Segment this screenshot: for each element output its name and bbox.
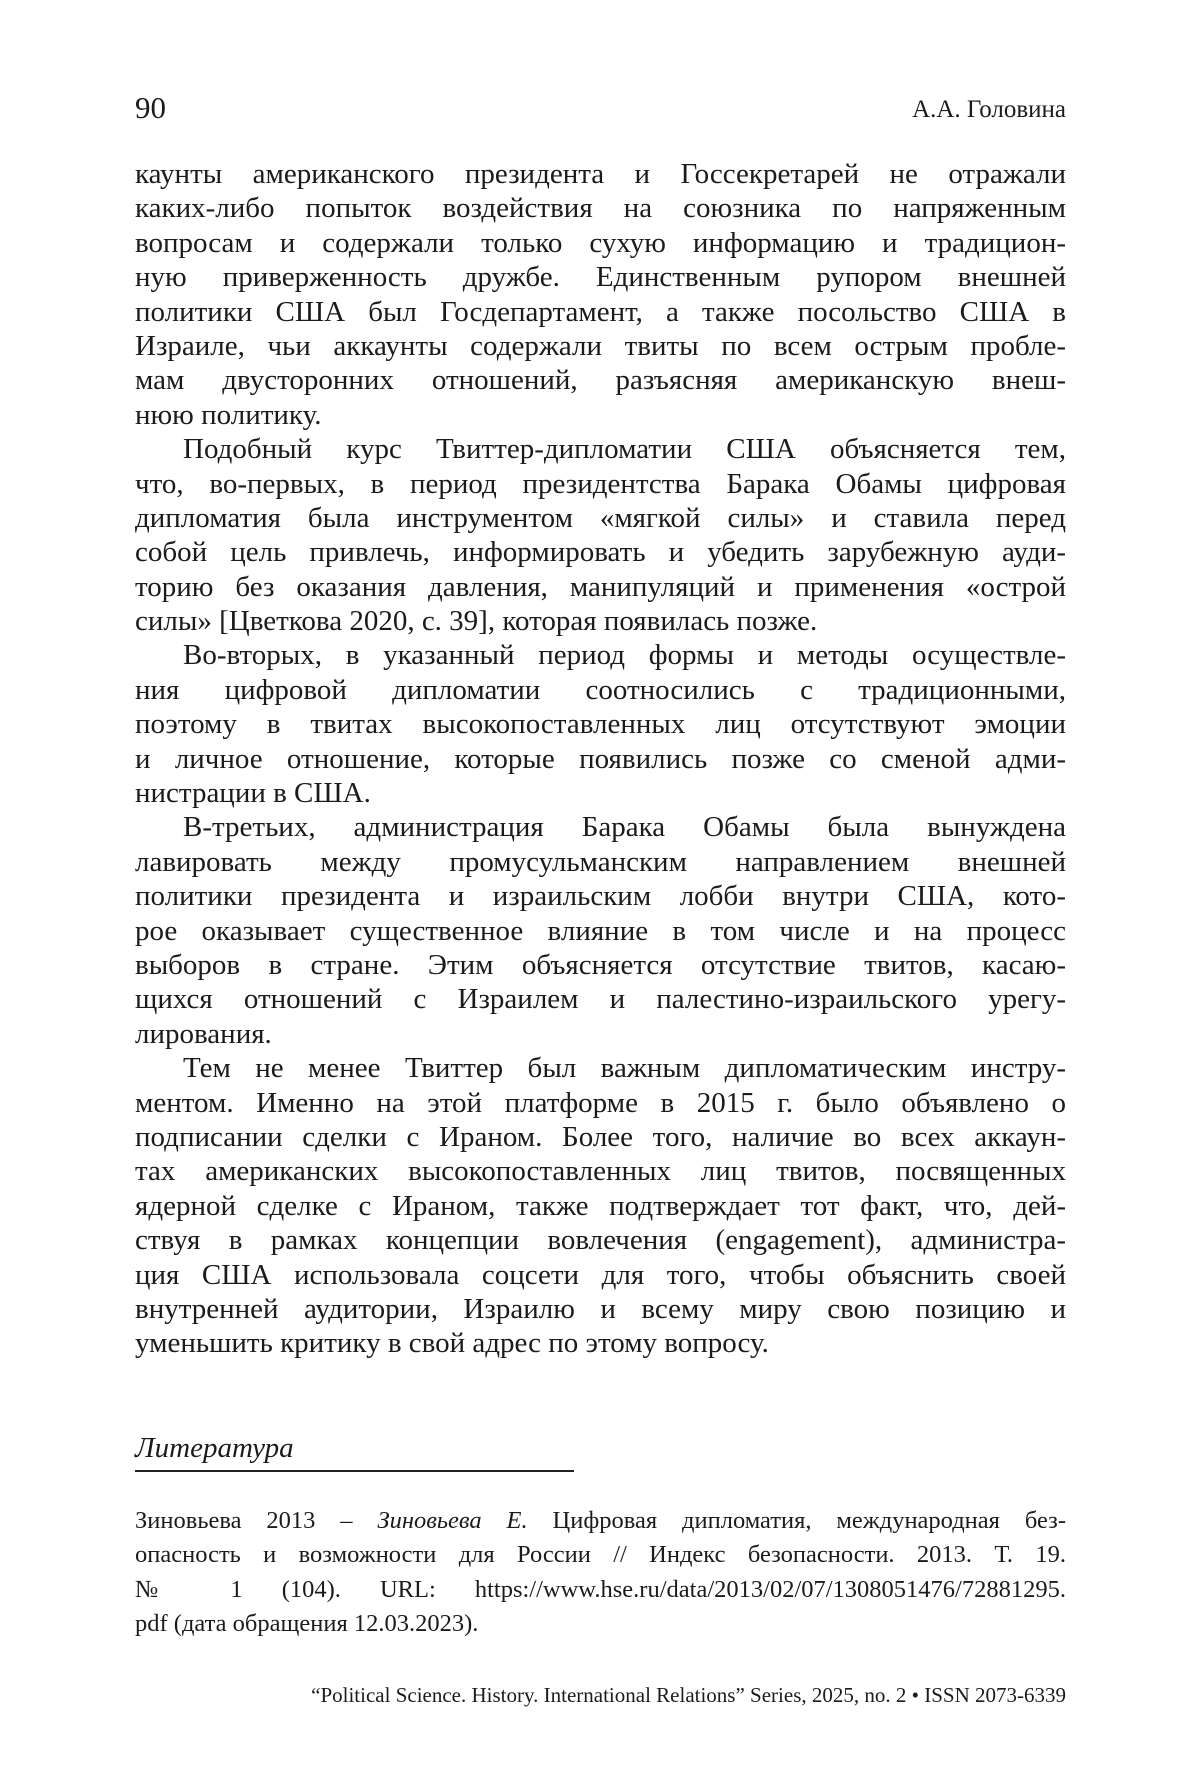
text-line: В-третьих, администрация Барака Обамы была вынуждена [183, 811, 1066, 844]
paragraph-5 [135, 1051, 1066, 1361]
text-line: Во-вторых, в указанный период формы и методы осуществле- [183, 639, 1066, 672]
text-line: каунты американского президента и Госсекретарей не отражали [135, 158, 1066, 190]
reference-line: № 1 (104). URL: https://www.hse.ru/data/2013/02/07/1308051476/72881295. [135, 1575, 1066, 1603]
text-line: что, во-первых, в период президентства Барака Обамы цифровая [135, 467, 1066, 500]
text-line: и личное отношение, которые появились позже со сменой адми- [135, 742, 1066, 775]
text-line: нистрации в США. [135, 777, 371, 810]
text-line: внутренней аудитории, Израилю и всему миру свою позицию и [135, 1292, 1066, 1325]
text-line: Подобный курс Твиттер-дипломатии США объясняется тем, [183, 433, 1066, 466]
text-line: ядерной сделке с Ираном, также подтверждает тот факт, что, дей- [135, 1189, 1066, 1222]
text-line: мам двусторонних отношений, разъясняя американскую внеш- [135, 364, 1066, 397]
text-line: щихся отношений с Израилем и палестино-израильского урегу- [135, 983, 1066, 1016]
reference-line [135, 1504, 1066, 1538]
page-number: 90 [135, 90, 166, 125]
body-text [135, 157, 1066, 1361]
text-line: каких-либо попыток воздействия на союзника по напряженным [135, 192, 1066, 225]
text-line: ментом. Именно на этой платформе в 2015 г. было объявлено о [135, 1086, 1066, 1119]
text-line: тах американских высокопоставленных лиц твитов, посвященных [135, 1155, 1066, 1188]
text-line: силы» [Цветкова 2020, с. 39], которая появилась позже. [135, 605, 818, 638]
text-line: собой цель привлечь, информировать и убедить зарубежную ауди- [135, 536, 1066, 569]
references-heading: Литература [135, 1432, 294, 1464]
text-line: лирования. [135, 1017, 272, 1050]
reference-citation-key: Зиновьева 2013 – [135, 1507, 378, 1534]
text-line: подписании сделки с Ираном. Более того, наличие во всех аккаун- [135, 1120, 1066, 1153]
text-line: выборов в стране. Этим объясняется отсутствие твитов, касаю- [135, 948, 1066, 981]
text-line: ствуя в рамках концепции вовлечения (engagement), администра- [135, 1224, 1066, 1257]
reference-item [135, 1504, 1066, 1641]
references-divider [135, 1470, 574, 1472]
text-line: политики США был Госдепартамент, а также посольство США в [135, 295, 1066, 328]
paragraph-4 [135, 810, 1066, 1051]
text-line: Тем не менее Твиттер был важным дипломатическим инстру- [183, 1052, 1066, 1085]
paragraph-2 [135, 432, 1066, 638]
text-line: политики президента и израильским лобби внутри США, кото- [135, 880, 1066, 913]
reference-author: Зиновьева Е. [377, 1507, 528, 1534]
text-line: вопросам и содержали только сухую информацию и традицион- [135, 226, 1066, 259]
reference-line: опасность и возможности для России // Индекс безопасности. 2013. Т. 19. [135, 1541, 1066, 1569]
text-line: ция США использовала соцсети для того, чтобы объяснить своей [135, 1258, 1066, 1291]
reference-line: pdf (дата обращения 12.03.2023). [135, 1609, 479, 1637]
text-line: уменьшить критику в свой адрес по этому вопросу. [135, 1327, 769, 1360]
text-line: нюю политику. [135, 398, 322, 431]
text-line: дипломатия была инструментом «мягкой силы» и ставила перед [135, 501, 1066, 534]
text-line: Израиле, чьи аккаунты содержали твиты по всем острым пробле- [135, 329, 1066, 362]
reference-list [135, 1504, 1066, 1641]
text-line: лавировать между промусульманским направлением внешней [135, 845, 1066, 878]
journal-series-footer: “Political Science. History. International Relations” Series, 2025, no. 2 • ISSN 2073-6339 [311, 1683, 1066, 1707]
paragraph-3 [135, 638, 1066, 810]
reference-title: Цифровая дипломатия, международная без- [527, 1507, 1067, 1534]
text-line: поэтому в твитах высокопоставленных лиц отсутствуют эмоции [135, 708, 1066, 741]
text-line: рое оказывает существенное влияние в том числе и на процесс [135, 914, 1066, 947]
paragraph-1 [135, 157, 1066, 432]
text-line: ную приверженность дружбе. Единственным рупором внешней [135, 261, 1066, 294]
text-line: ния цифровой дипломатии соотносились с традиционными, [135, 673, 1066, 706]
text-line: торию без оказания давления, манипуляций и применения «острой [135, 570, 1066, 603]
running-head-author: А.А. Головина [912, 96, 1066, 123]
